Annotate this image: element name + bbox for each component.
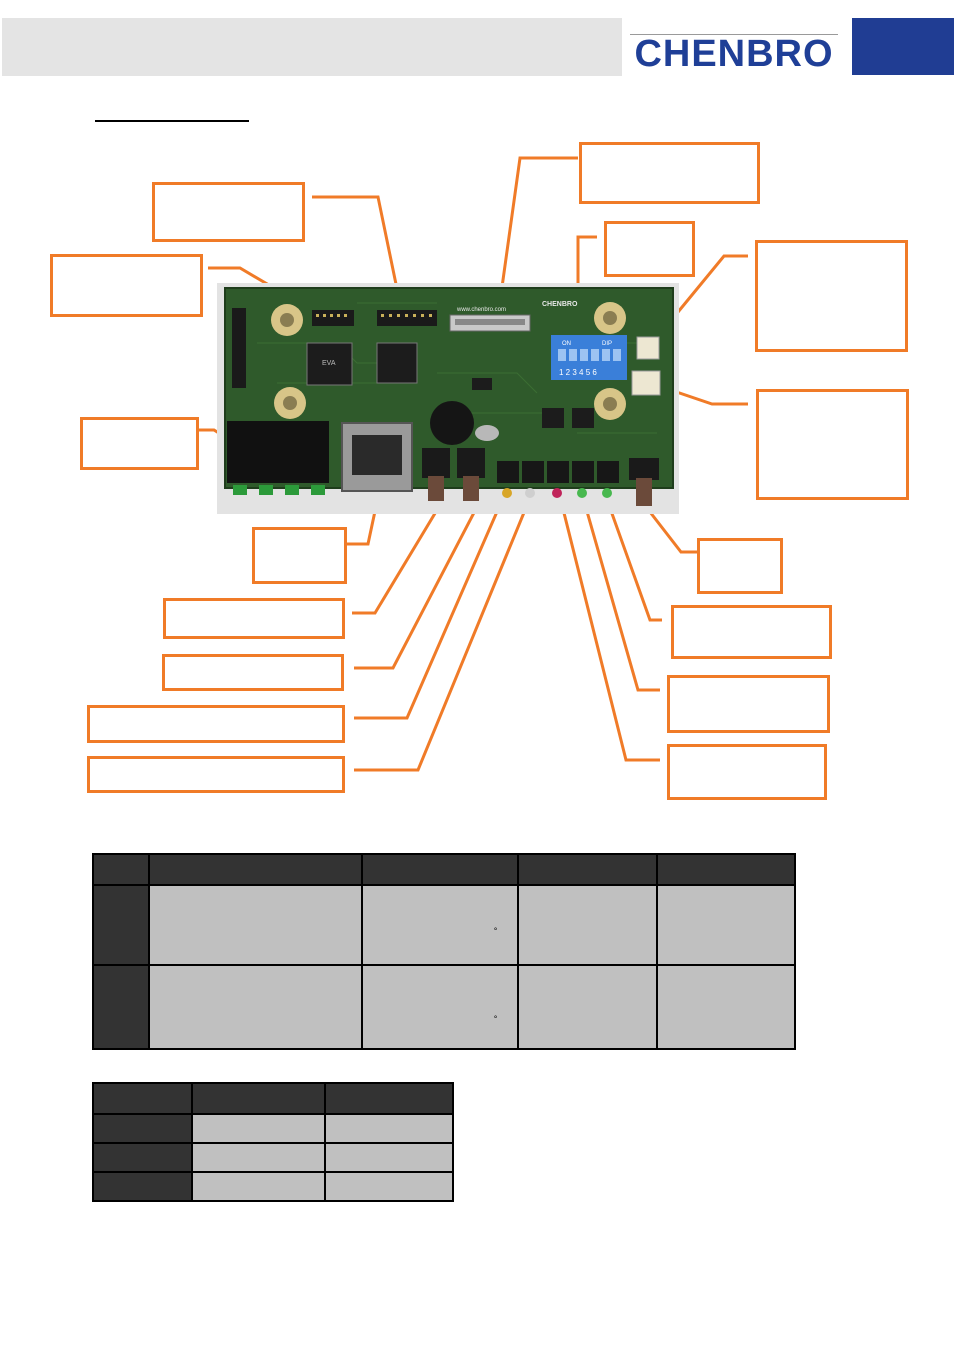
callout-box-lan-port [252,527,347,584]
table1-header-cell [518,854,657,885]
table1-header-cell [362,854,519,885]
dip-numbers: 1 2 3 4 5 6 [559,368,597,377]
callout-box-left-connector [80,417,199,470]
table2-header-cell [325,1083,453,1114]
dip-label: DIP [602,341,613,347]
table1-header-cell [93,854,149,885]
callout-box-led-5 [667,744,827,800]
spec-table-1 [92,853,796,1050]
callout-box-led-4 [667,675,830,733]
table1-cell [362,885,519,965]
table1-cell [657,885,795,965]
callout-box-top-left-2 [50,254,203,317]
callout-box-led-1 [87,705,345,743]
callout-box-led-2 [87,756,345,793]
table1-cell [149,885,361,965]
table2-header-cell [192,1083,324,1114]
table2-header-cell [93,1083,192,1114]
brand-logo: CHENBRO [634,33,834,75]
table1-cell [518,885,657,965]
table1-cell [657,965,795,1049]
board-silkscreen-url: www.chenbro.com [457,307,507,313]
terminal-block [227,421,329,483]
table2-cell [325,1114,453,1143]
degree-mark: ° [493,1014,498,1024]
table1-row-header [93,965,149,1049]
callout-box-top-left-1 [152,182,305,242]
callout-box-right-2 [756,389,909,500]
chip-label: EVA [322,360,336,367]
table1-cell [362,965,519,1049]
callout-box-led-3 [671,605,832,659]
callout-box-right-button [697,538,783,594]
dip-on-label: ON [562,341,571,347]
table2-cell [192,1172,324,1201]
circuit-board-photo [217,283,679,514]
table2-cell [325,1172,453,1201]
callout-box-button-1 [163,598,345,639]
table2-row-header [93,1172,192,1201]
callout-box-right-1 [755,240,908,352]
table2-cell [325,1143,453,1172]
spec-table-2 [92,1082,454,1202]
board-silkscreen-brand: CHENBRO [542,301,578,308]
callout-box-dip-switch [604,221,695,277]
table1-cell [518,965,657,1049]
table1-header-cell [657,854,795,885]
table1-row-header [93,885,149,965]
table1-header-cell [149,854,361,885]
table1-cell [149,965,361,1049]
table2-cell [192,1143,324,1172]
callout-box-button-2 [162,654,344,691]
table2-cell [192,1114,324,1143]
table2-row-header [93,1114,192,1143]
callout-box-top-center [579,142,760,204]
degree-mark: ° [493,926,498,936]
table2-row-header [93,1143,192,1172]
